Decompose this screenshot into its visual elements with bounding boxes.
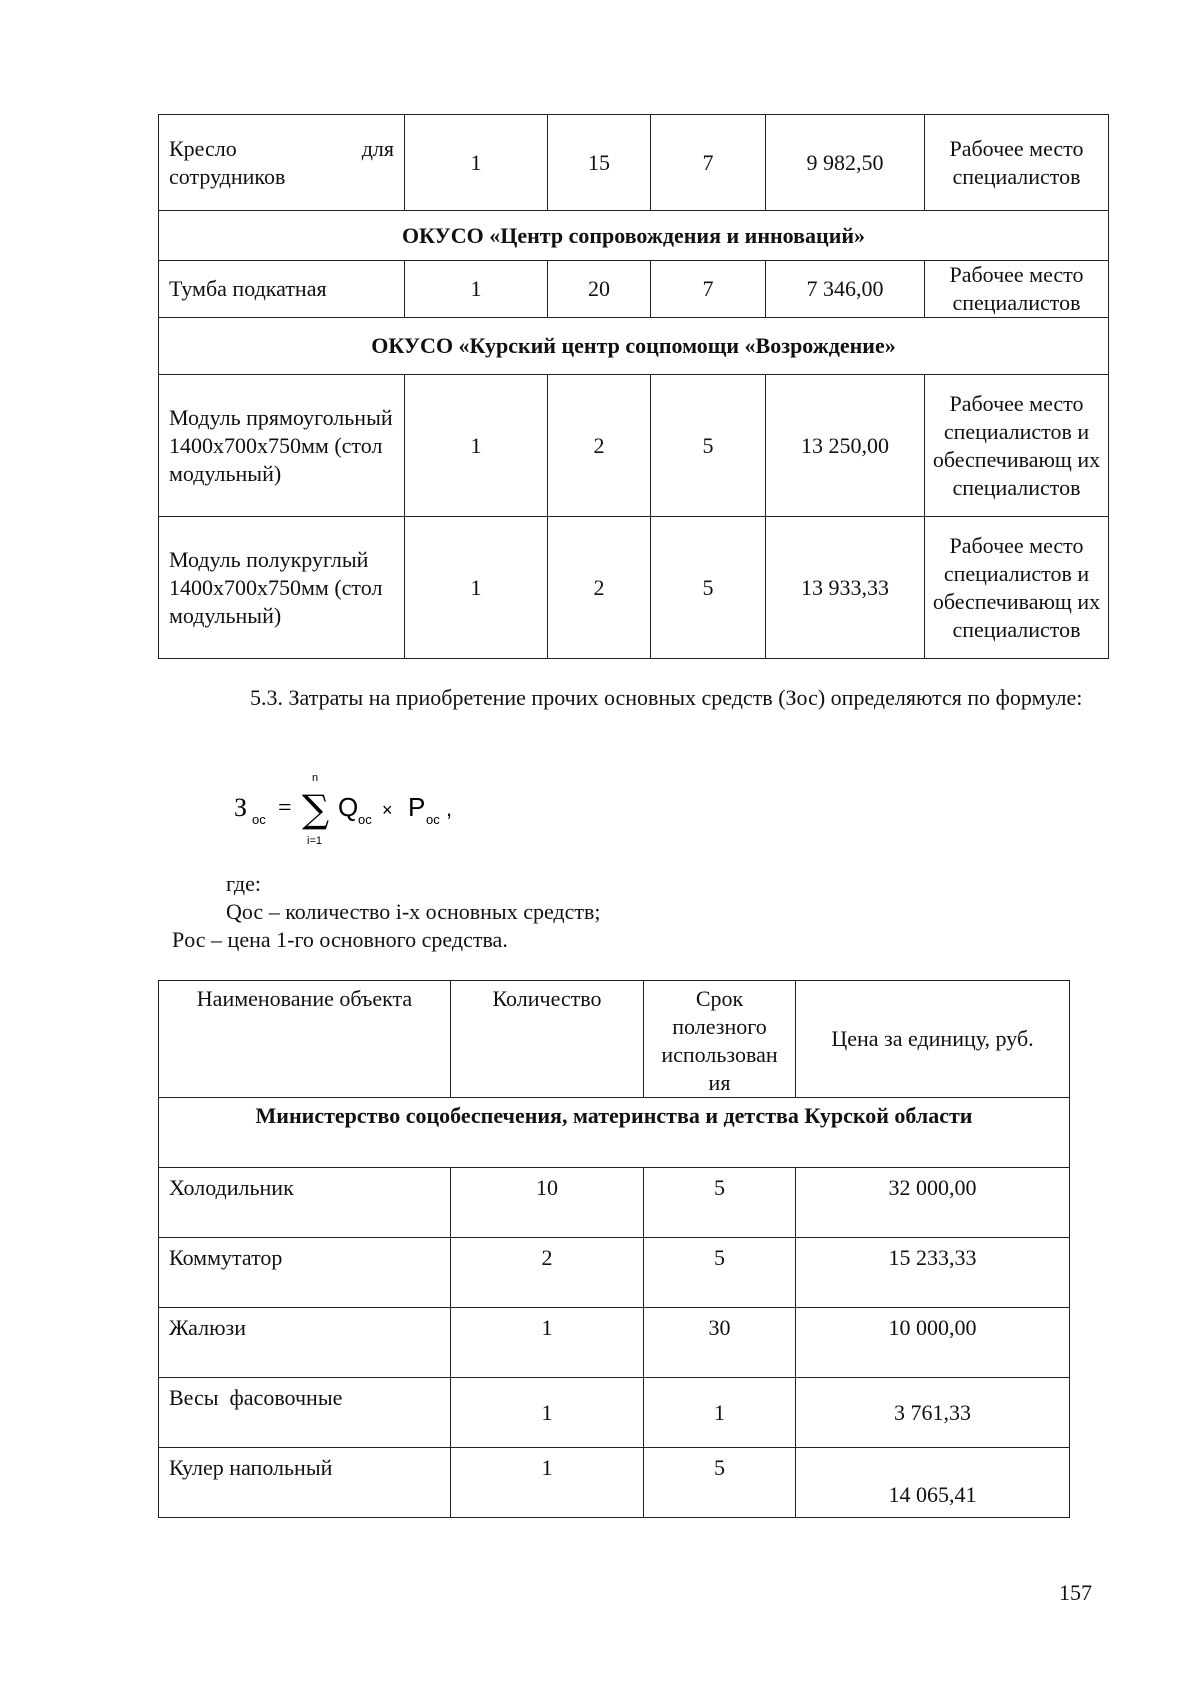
- item-col-3: 2: [548, 517, 651, 659]
- header-name: Наименование объекта: [159, 981, 451, 1098]
- intro-paragraph: 5.3. Затраты на приобретение прочих основных средств (Зос) определяются по формуле:: [250, 685, 1083, 710]
- asset-name: Жалюзи: [159, 1308, 451, 1378]
- asset-price: 15 233,33: [796, 1238, 1070, 1308]
- formula-end: ,: [446, 796, 453, 821]
- formula-times: ×: [382, 800, 393, 820]
- asset-life: 5: [644, 1238, 796, 1308]
- asset-quantity: 1: [451, 1378, 644, 1448]
- item-name: Модуль полукруглый 1400x700x750мм (стол модульный): [159, 517, 405, 659]
- table-row: [159, 1308, 1070, 1378]
- asset-life: 30: [644, 1308, 796, 1378]
- p-definition: Pос – цена 1-го основного средства.: [172, 927, 508, 952]
- asset-name: Холодильник: [159, 1168, 451, 1238]
- item-name: Модуль прямоугольный 1400x700x750мм (стол модульный): [159, 375, 405, 517]
- asset-price: 3 761,33: [796, 1378, 1070, 1448]
- asset-price: 32 000,00: [796, 1168, 1070, 1238]
- item-name: Кресло для сотрудников: [159, 115, 405, 211]
- asset-price: 10 000,00: [796, 1308, 1070, 1378]
- asset-life: 1: [644, 1378, 796, 1448]
- item-quantity: 1: [405, 375, 548, 517]
- item-col-3: 15: [548, 115, 651, 211]
- q-definition: Qос – количество i-х основных средств;: [226, 899, 601, 924]
- item-quantity: 1: [405, 261, 548, 318]
- section-title: ОКУСО «Курский центр соцпомощи «Возрождение»: [159, 318, 1109, 375]
- furniture-table: [158, 114, 1109, 659]
- cost-formula: [232, 768, 492, 848]
- table-row: [159, 1168, 1070, 1238]
- item-col-4: 7: [651, 261, 766, 318]
- item-place: Рабочее место специалистов и обеспечивающ их специалистов: [925, 517, 1109, 659]
- item-col-3: 20: [548, 261, 651, 318]
- asset-name: Весы фасовочные: [159, 1378, 451, 1448]
- item-col-4: 7: [651, 115, 766, 211]
- item-place: Рабочее место специалистов: [925, 115, 1109, 211]
- item-price: 9 982,50: [766, 115, 925, 211]
- item-price: 13 250,00: [766, 375, 925, 517]
- asset-quantity: 1: [451, 1448, 644, 1518]
- header-life: Срок полезного использован ия: [644, 981, 796, 1098]
- sum-lower-limit: i=1: [307, 835, 322, 847]
- sum-upper-limit: n: [312, 772, 319, 784]
- formula-equals: =: [278, 795, 292, 821]
- header-row: [159, 981, 1070, 1098]
- asset-name: Кулер напольный: [159, 1448, 451, 1518]
- table-row: [159, 375, 1109, 517]
- where-label: где:: [226, 871, 261, 896]
- formula-p-sub: ос: [426, 812, 440, 827]
- formula-q: Q: [338, 792, 359, 822]
- header-price: Цена за единицу, руб.: [796, 981, 1070, 1098]
- fixed-assets-table: [158, 980, 1070, 1518]
- table-row: [159, 115, 1109, 211]
- asset-price: 14 065,41: [796, 1448, 1070, 1518]
- item-name: Тумба подкатная: [159, 261, 405, 318]
- table-row: [159, 517, 1109, 659]
- section-row: [159, 318, 1109, 375]
- section-row: [159, 211, 1109, 261]
- formula-q-sub: ос: [358, 812, 372, 827]
- item-col-4: 5: [651, 375, 766, 517]
- table-row: [159, 1238, 1070, 1308]
- section-row: [159, 1098, 1070, 1168]
- asset-quantity: 10: [451, 1168, 644, 1238]
- table-row: [159, 261, 1109, 318]
- item-place: Рабочее место специалистов: [925, 261, 1109, 318]
- item-quantity: 1: [405, 115, 548, 211]
- asset-quantity: 2: [451, 1238, 644, 1308]
- sum-sign: ∑: [302, 787, 330, 831]
- page-number: 157: [1059, 1580, 1092, 1605]
- section-title: Министерство соцобеспечения, материнства и детства Курской области: [159, 1098, 1070, 1168]
- table-row: [159, 1448, 1070, 1518]
- item-place: Рабочее место специалистов и обеспечивающ их специалистов: [925, 375, 1109, 517]
- asset-quantity: 1: [451, 1308, 644, 1378]
- asset-life: 5: [644, 1168, 796, 1238]
- asset-name: Коммутатор: [159, 1238, 451, 1308]
- section-title: ОКУСО «Центр сопровождения и инноваций»: [159, 211, 1109, 261]
- asset-life: 5: [644, 1448, 796, 1518]
- formula-lhs: З: [234, 793, 248, 822]
- item-price: 7 346,00: [766, 261, 925, 318]
- item-quantity: 1: [405, 517, 548, 659]
- item-col-4: 5: [651, 517, 766, 659]
- formula-p: P: [408, 792, 426, 822]
- item-price: 13 933,33: [766, 517, 925, 659]
- table-row: [159, 1378, 1070, 1448]
- formula-lhs-sub: ос: [252, 812, 266, 827]
- item-col-3: 2: [548, 375, 651, 517]
- header-quantity: Количество: [451, 981, 644, 1098]
